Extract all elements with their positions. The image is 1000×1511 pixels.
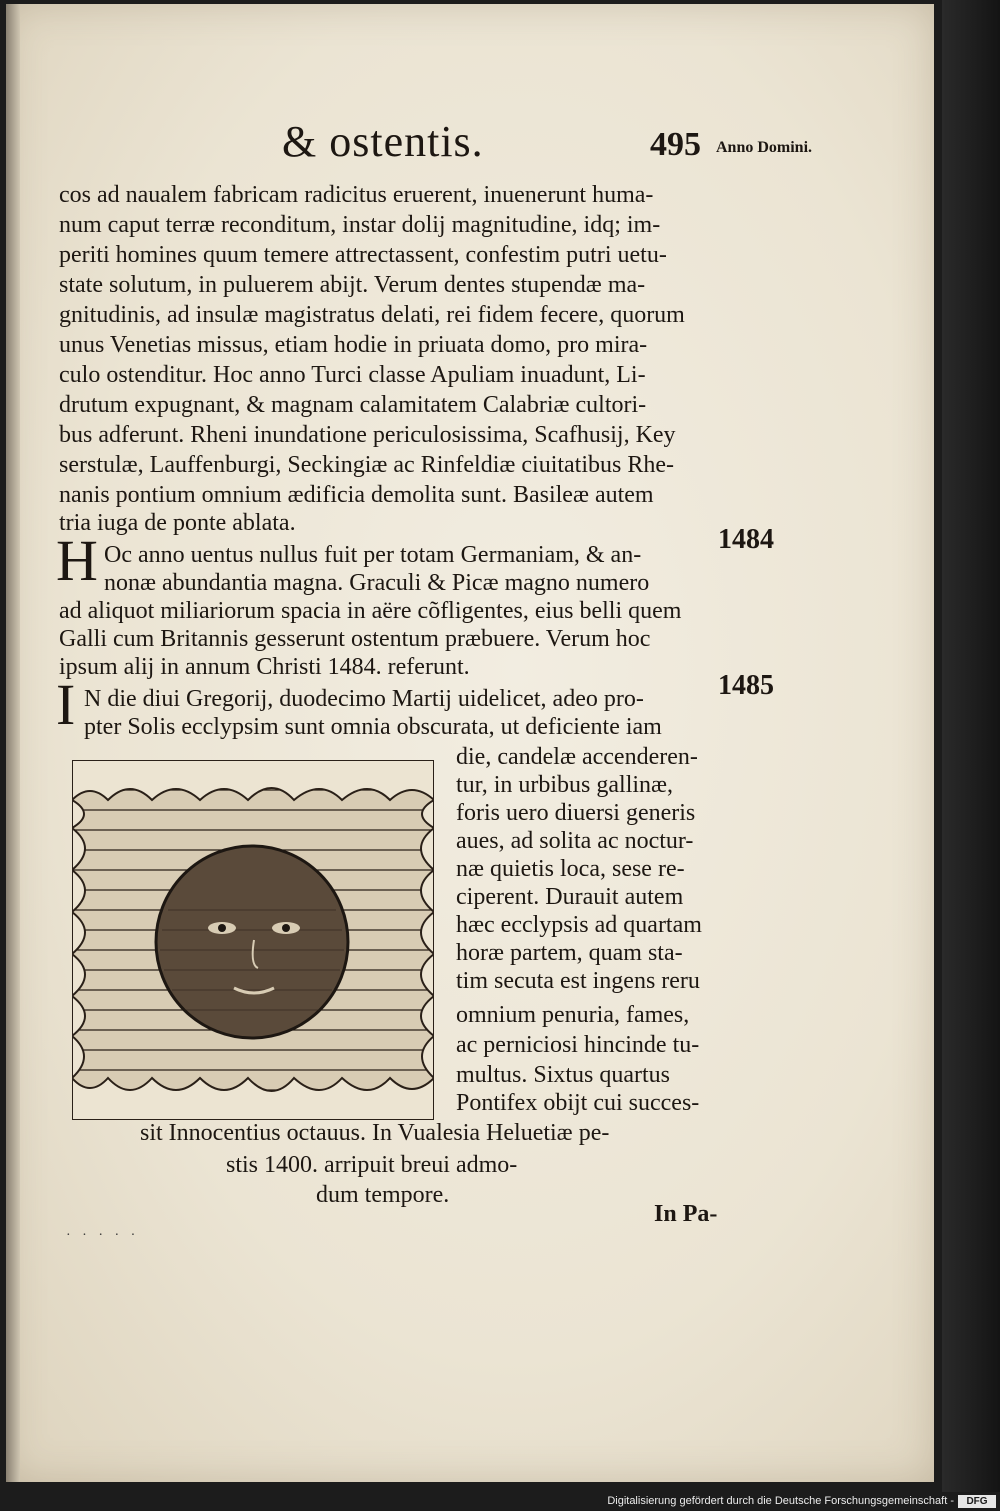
body-line: unus Venetias missus, etiam hodie in priuata domo, pro mira- (59, 332, 648, 358)
column-line: multus. Sixtus quartus (456, 1062, 671, 1088)
column-line: ciperent. Durauit autem (456, 884, 684, 910)
body-line: num caput terræ reconditum, instar dolij magnitudine, idq; im- (59, 212, 661, 238)
column-line: horæ partem, quam sta- (456, 940, 683, 966)
dfg-logo: DFG (958, 1495, 996, 1508)
body-line: ipsum alij in annum Christi 1484. referunt. (59, 654, 470, 680)
body-line: serstulæ, Lauffenburgi, Seckingiæ ac Rinfeldiæ ciuitatibus Rhe- (59, 452, 675, 478)
page-number: 495 (650, 126, 701, 163)
column-line: tim secuta est ingens reru (456, 968, 700, 994)
dark-margin (942, 0, 1000, 1492)
column-line: omnium penuria, fames, (456, 1002, 690, 1028)
column-line: die, candelæ accenderen- (456, 744, 698, 770)
funding-credit: Digitalisierung gefördert durch die Deutsche Forschungsgemeinschaft - (607, 1495, 954, 1507)
margin-heading: Anno Domini. (716, 139, 813, 156)
body-line: N die diui Gregorij, duodecimo Martij uidelicet, adeo pro- (84, 686, 644, 712)
running-head: & ostentis. (282, 117, 484, 166)
solar-eclipse-woodcut (72, 760, 434, 1120)
body-line: culo ostenditur. Hoc anno Turci classe Apuliam inuadunt, Li- (59, 362, 646, 388)
body-line: dum tempore. (316, 1182, 450, 1208)
body-line: Galli cum Britannis gesserunt ostentum præbuere. Verum hoc (59, 626, 651, 652)
body-line: nonæ abundantia magna. Graculi & Picæ magno numero (104, 570, 650, 596)
column-line: Pontifex obijt cui succes- (456, 1090, 700, 1116)
body-line: pter Solis ecclypsim sunt omnia obscurata, ut deficiente iam (84, 714, 662, 740)
body-line: gnitudinis, ad insulæ magistratus delati, rei fidem fecere, quorum (59, 302, 685, 328)
body-line: state solutum, in puluerem abijt. Verum dentes stupendæ ma- (59, 272, 646, 298)
body-line: periti homines quum temere attrectassent, confestim putri uetu- (59, 242, 667, 268)
ink-specks: · · · · · (66, 1228, 140, 1243)
body-line: sit Innocentius octauus. In Vualesia Heluetiæ pe- (140, 1120, 610, 1146)
year-marker-1484: 1484 (718, 524, 774, 555)
year-marker-1485: 1485 (718, 670, 774, 701)
body-line: cos ad naualem fabricam radicitus eruerent, inuenerunt huma- (59, 182, 654, 208)
dropcap-i: I (56, 672, 76, 737)
body-line: bus adferunt. Rheni inundatione periculosissima, Scafhusij, Key (59, 422, 676, 448)
body-line: tria iuga de ponte ablata. (59, 510, 296, 536)
body-line: Oc anno uentus nullus fuit per totam Germaniam, & an- (104, 542, 642, 568)
column-line: tur, in urbibus gallinæ, (456, 772, 674, 798)
body-line: nanis pontium omnium ædificia demolita sunt. Basileæ autem (59, 482, 654, 508)
column-line: foris uero diuersi generis (456, 800, 696, 826)
body-line: ad aliquot miliariorum spacia in aëre cõfligentes, eius belli quem (59, 598, 682, 624)
column-line: aues, ad solita ac noctur- (456, 828, 694, 854)
body-line: stis 1400. arripuit breui admo- (226, 1152, 518, 1178)
page-gutter (6, 4, 20, 1482)
column-line: ac perniciosi hincinde tu- (456, 1032, 700, 1058)
column-line: hæc ecclypsis ad quartam (456, 912, 702, 938)
catchword: In Pa- (654, 1201, 718, 1227)
body-line: drutum expugnant, & magnam calamitatem Calabriæ cultori- (59, 392, 647, 418)
dropcap-h: H (56, 528, 98, 593)
column-line: næ quietis loca, sese re- (456, 856, 685, 882)
